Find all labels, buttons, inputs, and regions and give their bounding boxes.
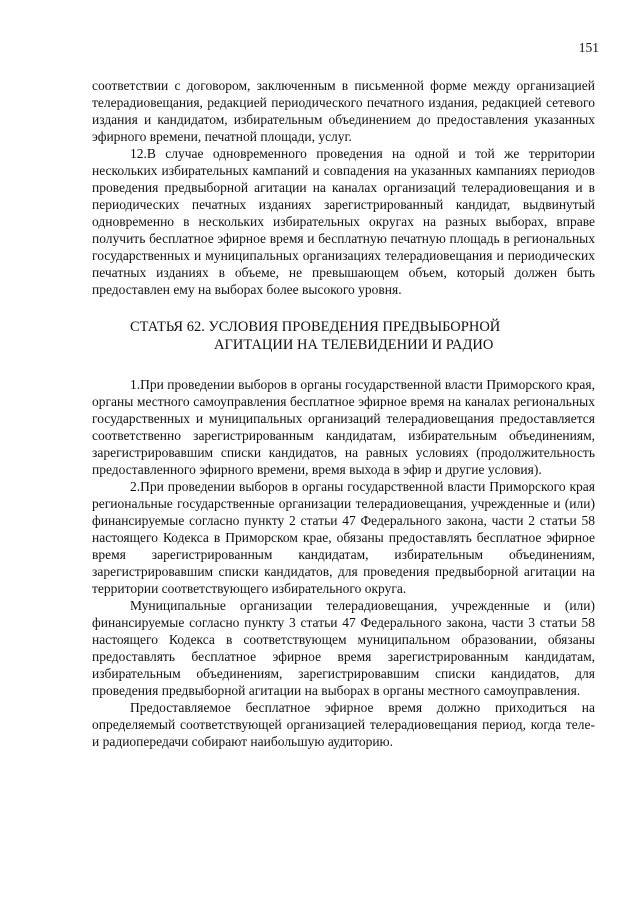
paragraph-airtime: Предоставляемое бесплатное эфирное время должно приходиться на определяемый соответствующей организацией телерадиовещания период, когда теле- и радиопередачи собирают наибольшую аудиторию. (92, 700, 595, 749)
paragraph-item-2: 2.При проведении выборов в органы государственной власти Приморского края региональные государственные организации телерадиовещания, учрежденные и (или) финансируемые согласно пункту 2 статьи 47 Федерального закона, части 2 статьи 58 настоящего Кодекса в Приморском крае, обязаны предоставлять бесплатное эфирное время зарегистрированным кандидатам, избирательным объединениям, зарегистрировавшим списки кандидатов, для проведения предвыборной агитации на территории соответствующего избирательного округа. (92, 479, 595, 596)
document-body (92, 77, 595, 750)
paragraph-continuation: соответствии с договором, заключенным в письменной форме между организацией телерадиовещания, редакцией периодического печатного издания, редакцией сетевого издания и кандидатом, избирательным объединением до предоставления указанных эфирного времени, печатной площади, услуг. (92, 78, 595, 144)
page-number: 151 (578, 40, 599, 55)
article-heading-line1: СТАТЬЯ 62. УСЛОВИЯ ПРОВЕДЕНИЯ ПРЕДВЫБОРНОЙ (130, 319, 501, 335)
paragraph-item-12: 12.В случае одновременного проведения на одной и той же территории нескольких избирательных кампаний и совпадения на указанных кампаниях периодов проведения предвыборной агитации на каналах организаций телерадиовещания и в периодических печатных изданиях зарегистрированный кандидат, выдвинутый одновременно в нескольких избирательных округах на разных выборах, вправе получить бесплатное эфирное время и бесплатную печатную площадь в региональных государственных и муниципальных организациях телерадиовещания и периодических печатных изданиях в объеме, не превышающем объем, который должен быть предоставлен ему на выборах более высокого уровня. (92, 146, 595, 297)
paragraph-municipal: Муниципальные организации телерадиовещания, учрежденные и (или) финансируемые согласно пункту 3 статьи 47 Федерального закона, части 3 статьи 58 настоящего Кодекса в соответствующем муниципальном образовании, обязаны предоставлять бесплатное эфирное время зарегистрированным кандидатам, избирательным объединениям, зарегистрировавшим списки кандидатов, для проведения предвыборной агитации на выборах в органы местного самоуправления. (92, 598, 595, 698)
paragraph-item-1: 1.При проведении выборов в органы государственной власти Приморского края, органы местного самоуправления бесплатное эфирное время на каналах региональных государственных и муниципальных организаций телерадиовещания предоставляется соответственно зарегистрированным кандидатам, избирательным объединениям, зарегистрировавшим списки кандидатов, на равных условиях (продолжительность предоставленного эфирного времени, время выхода в эфир и другие условия). (92, 377, 595, 477)
article-heading (92, 318, 595, 354)
article-heading-line2: АГИТАЦИИ НА ТЕЛЕВИДЕНИИ И РАДИО (214, 337, 494, 353)
